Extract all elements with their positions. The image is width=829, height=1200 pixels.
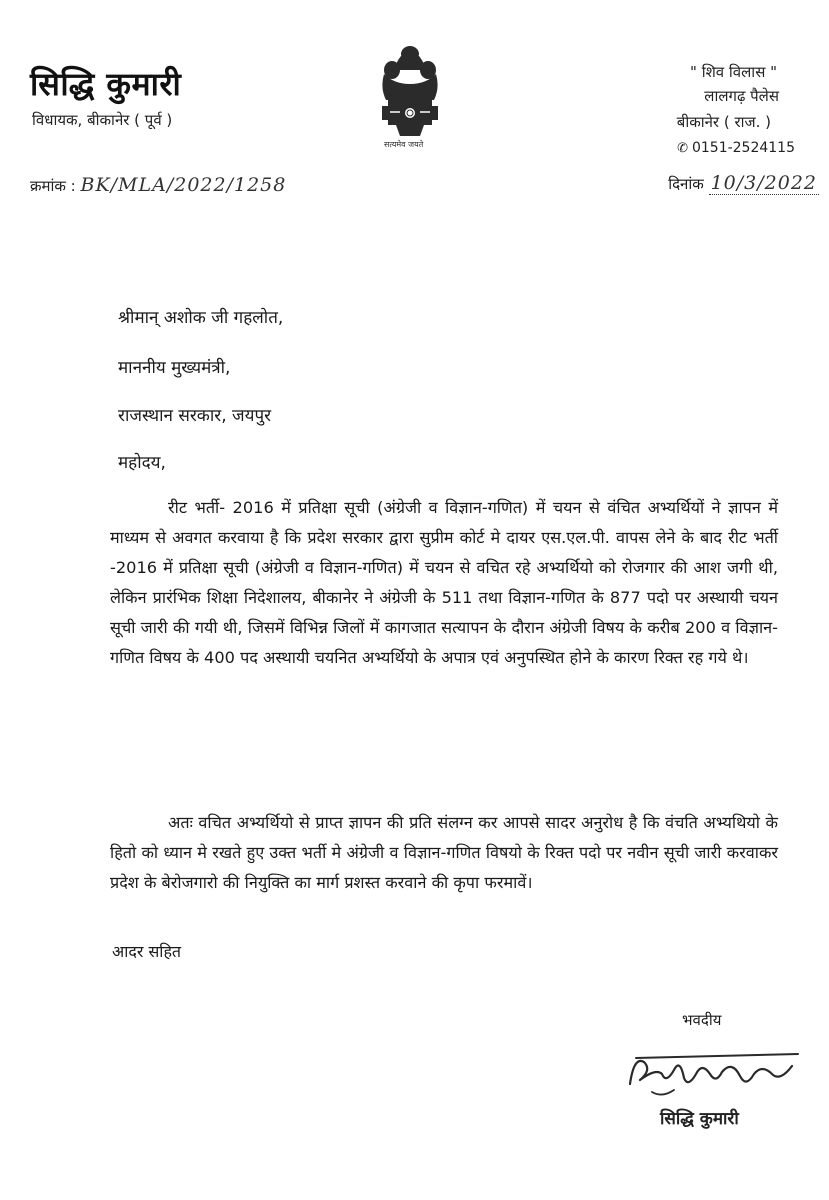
address-line-2: लालगढ़ पैलेस xyxy=(704,87,779,105)
yours-faithfully: भवदीय xyxy=(682,1011,722,1029)
address-line-1: " शिव विलास " xyxy=(690,63,777,81)
phone-number: 0151-2524115 xyxy=(691,140,795,156)
address-line-3: बीकानेर ( राज. ) xyxy=(676,113,771,131)
sender-name: सिद्धि कुमारी xyxy=(30,65,182,103)
date-label: दिनांक xyxy=(668,175,704,193)
reference-label: क्रमांक : xyxy=(30,177,76,195)
emblem-motto: सत्यमेव जयते xyxy=(384,140,424,149)
closing-line: आदर सहित xyxy=(112,942,182,961)
body-paragraph-1: रीट भर्ती- 2016 में प्रतिक्षा सूची (अंग्रेजी व विज्ञान-गणित) में चयन से वंचित अभ्यर्थियों ने ज्ञापन में माध्यम से अवगत करवाया है कि प्रदेश सरकार द्वारा सुप्रीम कोर्ट मे दायर एस.एल.पी. वापस लेने के बाद रीट भर्ती -2016 में प्रतिक्षा सूची (अंग्रेजी व विज्ञान-गणित) में चयन से वचित रहे अभ्यर्थियो को रोजगार की आश जगी थी, लेकिन प्रारंभिक शिक्षा निदेशालय, बीकानेर ने अंग्रेजी के 511 तथा विज्ञान-गणित के 877 पदो पर अस्थायी चयन सूची जारी की गयी थी, जिसमें विभिन्न जिलों में कागजात सत्यापन के दौरान अंग्रेजी विषय के करीब 200 व विज्ञान-गणित विषय के 400 पद अस्थायी चयनित अभ्यर्थियो के अपात्र एवं अनुपस्थित होने के कारण रिक्त रह गये थे। xyxy=(110,498,778,667)
recipient-title: माननीय मुख्यमंत्री, xyxy=(118,358,231,378)
reference-row xyxy=(30,174,286,196)
date-value: 10/3/2022 xyxy=(710,172,817,194)
date-row xyxy=(668,172,819,194)
reference-number: BK/MLA/2022/1258 xyxy=(80,174,287,196)
phone-line xyxy=(677,140,795,156)
recipient-address: राजस्थान सरकार, जयपुर xyxy=(118,406,272,426)
sender-designation: विधायक, बीकानेर ( पूर्व ) xyxy=(32,111,173,129)
recipient-name: श्रीमान् अशोक जी गहलोत, xyxy=(118,308,284,328)
handwritten-signature xyxy=(622,1044,808,1104)
body-paragraph-2: अतः वचित अभ्यर्थियो से प्राप्त ज्ञापन की प्रति संलग्न कर आपसे सादर अनुरोध है कि वंचति अभ्यथियो के हितो को ध्यान मे रखते हुए उक्त भर्ती मे अंग्रेजी व विज्ञान-गणित विषयो के रिक्त पदो पर नवीन सूची जारी करवाकर प्रदेश के बेरोजगारो की नियुक्ति का मार्ग प्रशस्त करवाने की कृपा फरमावें। xyxy=(110,813,778,892)
telephone-icon: ✆ xyxy=(677,141,688,156)
signer-name: सिद्धि कुमारी xyxy=(660,1109,739,1129)
salutation: महोदय, xyxy=(118,453,166,473)
